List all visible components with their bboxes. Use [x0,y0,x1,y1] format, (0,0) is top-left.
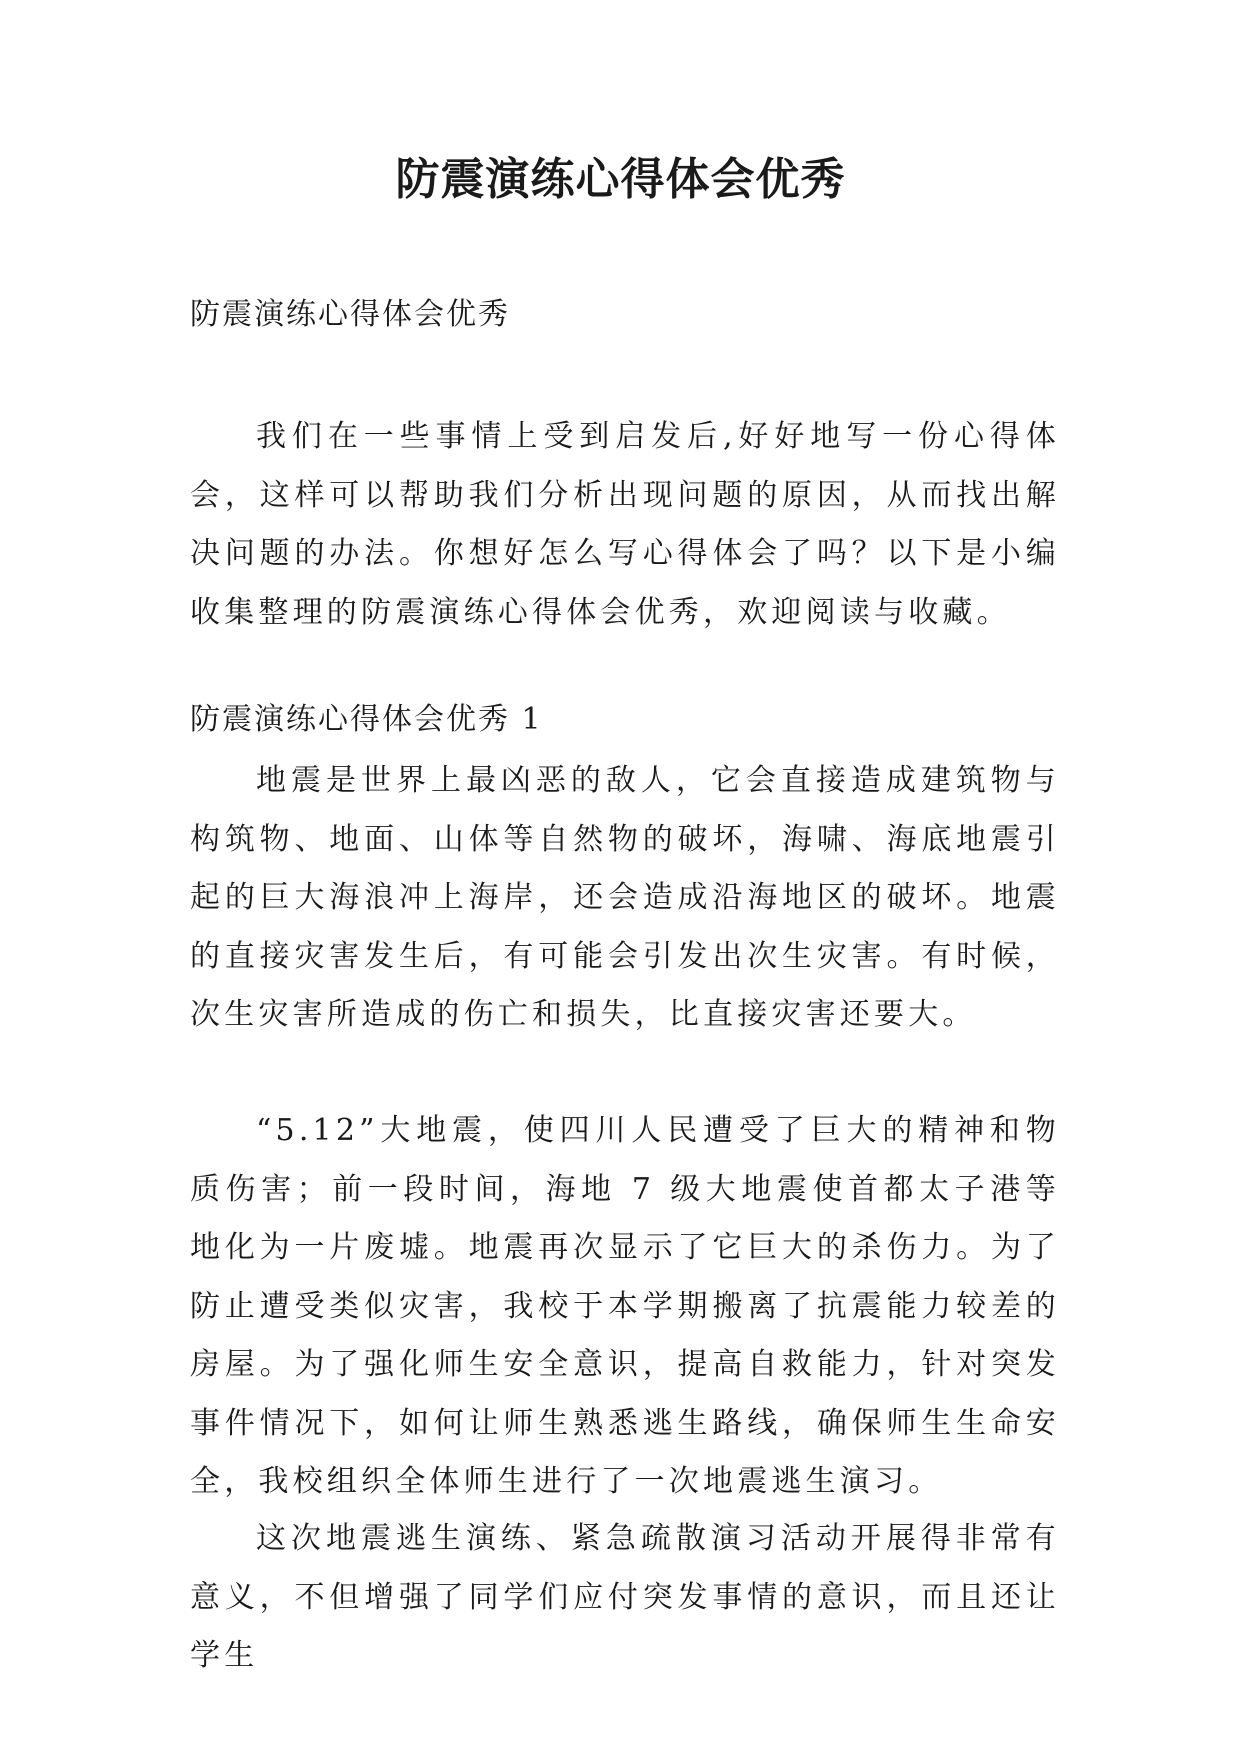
section-heading: 防震演练心得体会优秀 1 [190,702,543,737]
intro-paragraph: 我们在一些事情上受到启发后,好好地写一份心得体会，这样可以帮助我们分析出现问题的原因，从而找出解决问题的办法。你想好怎么写心得体会了吗？以下是小编收集整理的防震演练心得体会优秀，欢迎阅读与收藏。 [190,419,1060,630]
body-paragraph-2: “5.12”大地震，使四川人民遭受了巨大的精神和物质伤害；前一段时间，海地 7 级大地震使首都太子港等地化为一片废墟。地震再次显示了它巨大的杀伤力。为了防止遭受类似灾害，我校于本学期搬离了抗震能力较差的房屋。为了强化师生安全意识，提高自救能力，针对突发事件情况下，如何让师生熟悉逃生路线，确保师生生命安全，我校组织全体师生进行了一次地震逃生演习。 [190,1113,1060,1499]
body-paragraph-3: 这次地震逃生演练、紧急疏散演习活动开展得非常有意义，不但增强了同学们应付突发事情的意识，而且还让学生 [190,1521,1060,1673]
document-subtitle: 防震演练心得体会优秀 [190,297,510,332]
body-paragraph-1: 地震是世界上最凶恶的敌人，它会直接造成建筑物与构筑物、地面、山体等自然物的破坏，海啸、海底地震引起的巨大海浪冲上海岸，还会造成沿海地区的破坏。地震的直接灾害发生后，有可能会引发出次生灾害。有时候，次生灾害所造成的伤亡和损失，比直接灾害还要大。 [190,763,1060,1032]
document-title: 防震演练心得体会优秀 [395,154,846,205]
